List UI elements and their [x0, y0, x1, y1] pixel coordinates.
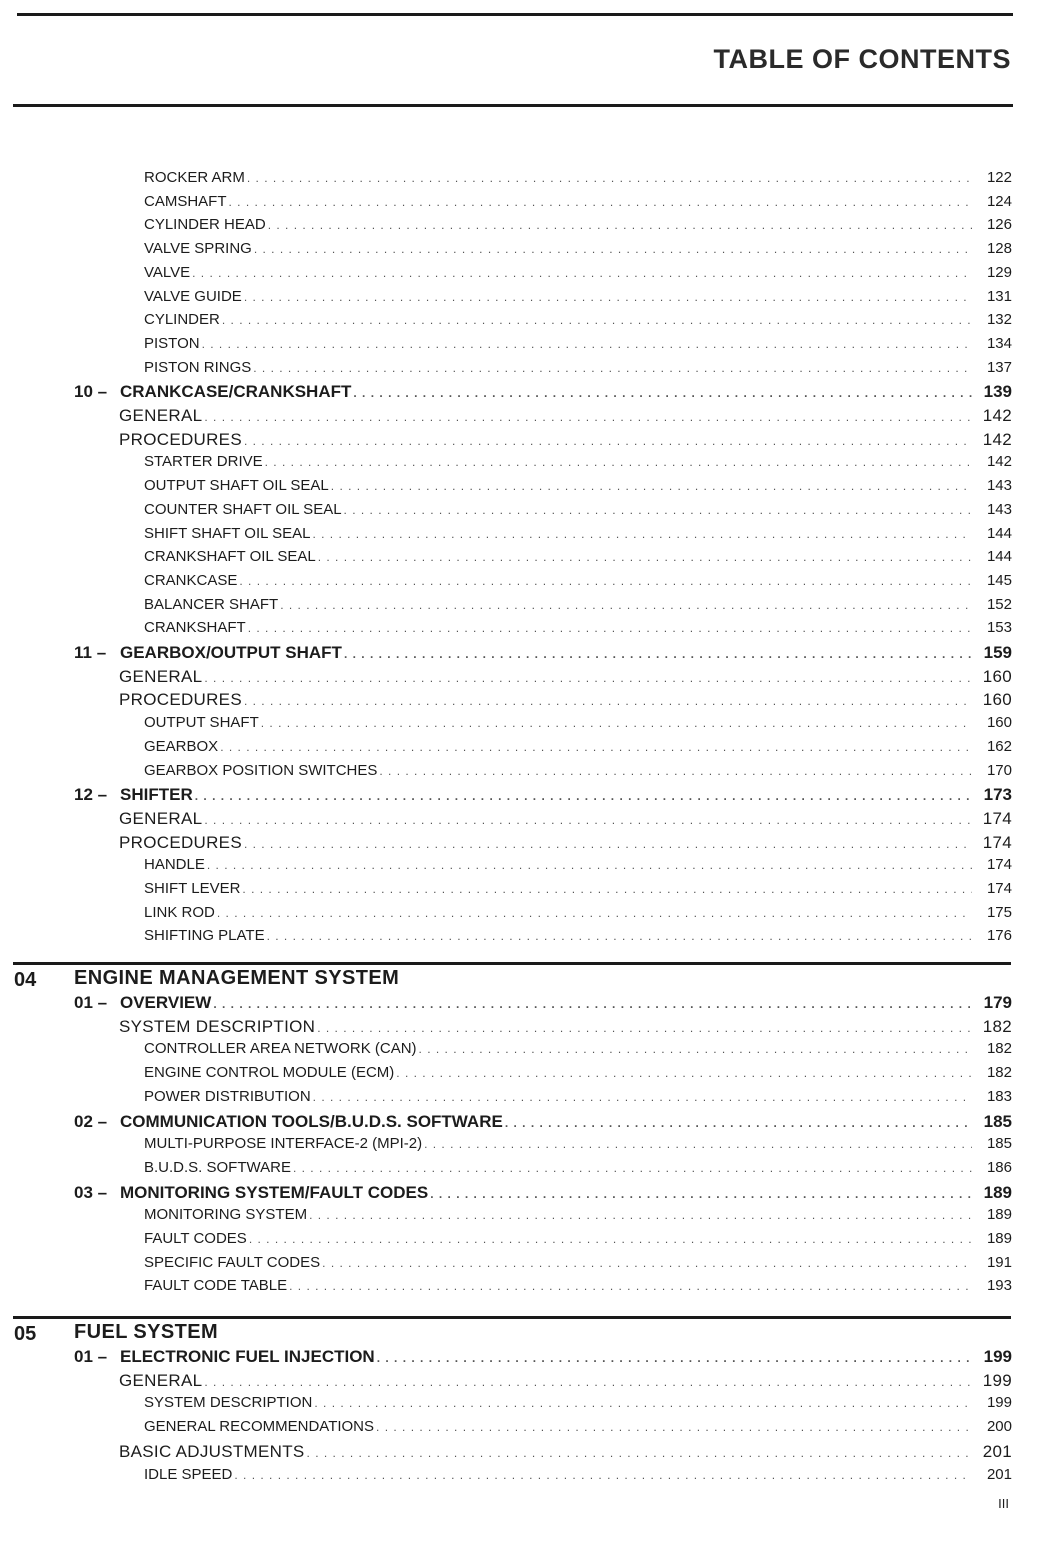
dot-leader: [220, 740, 972, 754]
toc-entry[interactable]: [144, 1206, 1012, 1226]
dot-leader: [207, 858, 972, 872]
toc-entry-text: CYLINDER HEAD: [144, 216, 266, 234]
toc-page-number: 199: [986, 1394, 1012, 1412]
toc-entry[interactable]: [119, 833, 1012, 853]
toc-entry-title: [144, 762, 377, 779]
top-rule: [17, 13, 1013, 16]
toc-page-number: 175: [986, 903, 1012, 921]
toc-entry[interactable]: [144, 1254, 1012, 1274]
toc-entry[interactable]: [74, 1183, 1012, 1203]
toc-entry-title: [144, 880, 240, 897]
toc-entry-title: [119, 430, 242, 450]
toc-entry-title: [144, 927, 265, 944]
toc-entry[interactable]: [119, 1017, 1012, 1037]
toc-entry[interactable]: [119, 690, 1012, 710]
toc-page-number: 185: [983, 1111, 1012, 1131]
toc-entry[interactable]: [74, 382, 1012, 402]
toc-entry-title: [74, 785, 193, 805]
toc-entry-text: ELECTRONIC FUEL INJECTION: [120, 1347, 375, 1366]
toc-entry-title: [144, 714, 259, 731]
toc-entry-text: PISTON: [144, 334, 200, 352]
toc-page-number: 162: [986, 737, 1012, 755]
toc-entry-title: [74, 1347, 375, 1367]
dot-leader: [430, 1187, 972, 1201]
toc-page-number: 152: [986, 595, 1012, 613]
toc-entry[interactable]: [144, 1418, 1012, 1438]
toc-chapter-number: 01 –: [74, 993, 108, 1012]
dot-leader: [317, 1021, 972, 1035]
toc-entry[interactable]: [74, 993, 1012, 1013]
toc-page-number: 160: [982, 666, 1012, 686]
dot-leader: [204, 410, 972, 424]
toc-page-number: 199: [982, 1370, 1012, 1390]
toc-page-number: 142: [982, 429, 1012, 449]
toc-entry-text: PROCEDURES: [119, 690, 242, 710]
dot-leader: [396, 1066, 972, 1080]
toc-entry[interactable]: [144, 169, 1012, 189]
dot-leader: [222, 313, 972, 327]
dot-leader: [293, 1161, 972, 1175]
toc-page-number: 201: [982, 1441, 1012, 1461]
dot-leader: [261, 716, 972, 730]
dot-leader: [377, 1351, 972, 1365]
toc-entry-text: HANDLE: [144, 856, 205, 874]
toc-entry-text: GEARBOX: [144, 737, 219, 755]
toc-entry-title: [144, 477, 329, 494]
toc-entry-text: SYSTEM DESCRIPTION: [144, 1394, 313, 1412]
toc-page-number: 143: [986, 477, 1012, 495]
toc-entry[interactable]: [144, 596, 1012, 616]
toc-page-number: 134: [986, 334, 1012, 352]
dot-leader: [234, 1468, 972, 1482]
toc-page-number: 173: [983, 785, 1012, 805]
toc-entry[interactable]: [144, 501, 1012, 521]
toc-entry[interactable]: [144, 904, 1012, 924]
toc-entry[interactable]: [144, 927, 1012, 947]
toc-entry-text: SYSTEM DESCRIPTION: [119, 1016, 316, 1036]
toc-chapter-number: 02 –: [74, 1111, 108, 1131]
toc-entry-title: [144, 738, 218, 755]
toc-entry[interactable]: [144, 762, 1012, 782]
toc-entry[interactable]: [119, 809, 1012, 829]
toc-entry[interactable]: [144, 1277, 1012, 1297]
toc-entry[interactable]: [144, 335, 1012, 355]
toc-page-number: 143: [986, 500, 1012, 518]
toc-entry-text: GEARBOX/OUTPUT SHAFT: [120, 643, 342, 662]
dot-leader: [376, 1420, 972, 1434]
toc-entry-title: [144, 1466, 232, 1483]
toc-page-number: 174: [982, 808, 1012, 828]
section-04-number: 04: [14, 969, 37, 991]
toc-entry-text: GENERAL: [119, 1370, 203, 1390]
toc-page-number: 182: [986, 1040, 1012, 1058]
dot-leader: [267, 929, 972, 943]
toc-entry-text: COMMUNICATION TOOLS/B.U.D.S. SOFTWARE: [120, 1111, 503, 1131]
dot-leader: [379, 764, 972, 778]
toc-entry-title: [144, 1394, 312, 1411]
toc-entry[interactable]: [119, 406, 1012, 426]
toc-entry[interactable]: [119, 430, 1012, 450]
dot-leader: [309, 1208, 972, 1222]
toc-entry[interactable]: [144, 525, 1012, 545]
dot-leader: [248, 621, 972, 635]
toc-entry-title: [144, 548, 316, 565]
dot-leader: [289, 1279, 972, 1293]
toc-entry[interactable]: [144, 453, 1012, 473]
dot-leader: [192, 266, 972, 280]
toc-entry-title: [119, 406, 202, 426]
toc-entry-title: [144, 572, 237, 589]
toc-page-number: 170: [986, 761, 1012, 779]
toc-page-number: 189: [986, 1206, 1012, 1224]
toc-page-number: 139: [983, 382, 1012, 402]
toc-entry[interactable]: [144, 1394, 1012, 1414]
toc-entry-title: [144, 525, 310, 542]
dot-leader: [318, 550, 972, 564]
toc-entry-text: FAULT CODE TABLE: [144, 1277, 288, 1295]
toc-entry-text: SHIFTING PLATE: [144, 927, 265, 945]
toc-entry-text: VALVE GUIDE: [144, 287, 242, 305]
dot-leader: [244, 837, 972, 851]
toc-chapter-number: 12 –: [74, 785, 108, 805]
dot-leader: [217, 906, 972, 920]
toc-page-number: 189: [986, 1230, 1012, 1247]
toc-entry[interactable]: [144, 572, 1012, 592]
section-04-rule: [13, 962, 1011, 965]
toc-entry-title: [119, 690, 242, 710]
dot-leader: [505, 1116, 972, 1130]
toc-entry-text: CRANKCASE/CRANKSHAFT: [120, 382, 352, 402]
toc-page-number: 132: [986, 311, 1012, 329]
toc-entry-title: [144, 1230, 247, 1247]
toc-page-number: 122: [986, 169, 1012, 186]
toc-page-number: 160: [982, 690, 1012, 710]
toc-entry-text: SHIFT SHAFT OIL SEAL: [144, 524, 311, 542]
toc-entry[interactable]: [74, 1112, 1012, 1132]
toc-entry-title: [144, 1277, 287, 1294]
toc-entry[interactable]: [144, 240, 1012, 260]
toc-page-number: 160: [986, 714, 1012, 732]
toc-page-number: 144: [986, 548, 1012, 566]
dot-leader: [268, 218, 972, 232]
toc-entry[interactable]: [144, 738, 1012, 758]
toc-entry-text: MONITORING SYSTEM: [144, 1206, 308, 1224]
toc-entry-title: [144, 1254, 320, 1271]
toc-entry[interactable]: [144, 1040, 1012, 1060]
toc-entry-title: [144, 311, 220, 328]
toc-entry-text: CRANKCASE: [144, 571, 238, 589]
toc-entry-text: CYLINDER: [144, 311, 220, 329]
toc-entry[interactable]: [74, 785, 1012, 805]
toc-entry-title: [74, 382, 351, 402]
dot-leader: [213, 997, 972, 1011]
toc-entry-text: CRANKSHAFT OIL SEAL: [144, 548, 316, 566]
toc-entry-title: [144, 335, 200, 352]
toc-entry[interactable]: [144, 1159, 1012, 1179]
toc-entry-title: [144, 240, 252, 257]
toc-entry-title: [74, 643, 342, 663]
section-05-title: FUEL SYSTEM: [74, 1321, 219, 1343]
dot-leader: [247, 171, 972, 185]
toc-entry[interactable]: [144, 1230, 1012, 1250]
toc-entry-title: [119, 1371, 202, 1391]
toc-page-number: 186: [986, 1158, 1012, 1176]
toc-page-number: 191: [986, 1253, 1012, 1271]
header-rule: [13, 104, 1013, 107]
toc-entry[interactable]: [144, 619, 1012, 639]
toc-entry[interactable]: [144, 1135, 1012, 1155]
toc-page-number: 131: [986, 287, 1012, 305]
toc-page-number: 144: [986, 524, 1012, 542]
toc-entry-text: FAULT CODES: [144, 1230, 247, 1247]
toc-entry[interactable]: [144, 288, 1012, 308]
toc-entry[interactable]: [119, 1371, 1012, 1391]
dot-leader: [280, 598, 972, 612]
dot-leader: [312, 527, 972, 541]
toc-entry-text: SPECIFIC FAULT CODES: [144, 1253, 321, 1271]
toc-page-number: 182: [986, 1064, 1012, 1082]
toc-entry-text: CRANKSHAFT: [144, 619, 246, 637]
toc-page-number: 142: [982, 406, 1012, 425]
dot-leader: [344, 503, 972, 517]
page-folio: III: [998, 1496, 1009, 1511]
toc-entry-title: [144, 264, 190, 281]
toc-chapter-number: 11 –: [74, 643, 107, 662]
toc-entry[interactable]: [144, 1064, 1012, 1084]
toc-chapter-number: 03 –: [74, 1182, 108, 1202]
toc-entry-title: [144, 453, 263, 470]
dot-leader: [265, 455, 972, 469]
toc-page-number: 124: [986, 192, 1012, 210]
toc-entry-title: [119, 809, 202, 829]
toc-entry-text: OVERVIEW: [120, 993, 212, 1012]
toc-page-number: 179: [983, 993, 1012, 1012]
dot-leader: [244, 694, 972, 708]
toc-entry[interactable]: [144, 477, 1012, 497]
dot-leader: [314, 1396, 972, 1410]
toc-entry-text: SHIFT LEVER: [144, 880, 241, 897]
toc-entry[interactable]: [119, 1442, 1012, 1462]
toc-entry-text: GENERAL: [119, 406, 203, 425]
section-05-rule: [13, 1316, 1011, 1319]
toc-page-number: 200: [986, 1418, 1012, 1436]
toc-entry-title: [119, 667, 202, 687]
toc-page-number: 129: [986, 263, 1012, 281]
toc-entry-text: OUTPUT SHAFT OIL SEAL: [144, 477, 329, 495]
toc-entry-text: GEARBOX POSITION SWITCHES: [144, 761, 378, 779]
dot-leader: [307, 1446, 972, 1460]
toc-entry-title: [144, 1088, 311, 1105]
dot-leader: [229, 195, 973, 209]
dot-leader: [244, 434, 972, 448]
dot-leader: [202, 337, 972, 351]
toc-chapter-number: 10 –: [74, 382, 108, 402]
toc-chapter-number: 01 –: [74, 1347, 108, 1366]
toc-entry-title: [119, 833, 242, 853]
toc-page-number: 153: [986, 619, 1012, 637]
toc-page-number: 185: [986, 1135, 1012, 1153]
toc-entry[interactable]: [144, 359, 1012, 379]
dot-leader: [253, 361, 972, 375]
dot-leader: [195, 789, 972, 803]
toc-entry-title: [144, 1135, 422, 1152]
toc-entry[interactable]: [144, 548, 1012, 568]
toc-entry[interactable]: [119, 667, 1012, 687]
toc-entry-text: BALANCER SHAFT: [144, 595, 279, 613]
toc-entry-title: [144, 501, 342, 518]
toc-entry[interactable]: [144, 216, 1012, 236]
toc-entry-text: GENERAL: [119, 808, 203, 828]
toc-entry-title: [144, 619, 246, 636]
toc-entry-title: [144, 193, 227, 210]
toc-page-number: 126: [986, 216, 1012, 234]
dot-leader: [419, 1042, 972, 1056]
toc-page-number: 176: [986, 927, 1012, 945]
toc-entry-title: [144, 359, 251, 376]
toc-entry-title: [144, 1206, 307, 1223]
toc-page-number: 174: [986, 880, 1012, 897]
toc-entry-text: GENERAL: [119, 666, 203, 686]
toc-entry[interactable]: [144, 880, 1012, 900]
toc-entry-text: VALVE: [144, 263, 191, 281]
toc-entry-text: VALVE SPRING: [144, 240, 252, 258]
toc-entry-title: [144, 288, 242, 305]
toc-entry-text: CONTROLLER AREA NETWORK (CAN): [144, 1040, 417, 1058]
toc-entry-title: [144, 596, 278, 613]
dot-leader: [424, 1137, 972, 1151]
toc-page-number: 174: [986, 856, 1012, 874]
dot-leader: [331, 479, 972, 493]
dot-leader: [353, 386, 972, 400]
toc-entry-title: [144, 1159, 291, 1176]
toc-entry-text: GENERAL RECOMMENDATIONS: [144, 1418, 375, 1436]
dot-leader: [249, 1232, 972, 1246]
dot-leader: [204, 813, 972, 827]
toc-page-number: 145: [986, 571, 1012, 589]
toc-entry-text: LINK ROD: [144, 903, 215, 921]
dot-leader: [254, 242, 972, 256]
toc-entry-title: [144, 856, 205, 873]
dot-leader: [242, 882, 972, 896]
toc-entry[interactable]: [144, 856, 1012, 876]
toc-entry-text: B.U.D.S. SOFTWARE: [144, 1158, 291, 1176]
toc-page-number: 128: [986, 240, 1012, 258]
toc-entry-text: PROCEDURES: [119, 832, 242, 852]
toc-entry-text: BASIC ADJUSTMENTS: [119, 1441, 305, 1461]
dot-leader: [322, 1256, 972, 1270]
toc-entry-title: [144, 904, 215, 921]
toc-entry[interactable]: [144, 714, 1012, 734]
toc-entry-text: SHIFTER: [120, 785, 193, 805]
toc-entry-text: PROCEDURES: [119, 429, 242, 449]
toc-entry-title: [74, 1112, 503, 1132]
toc-entry-title: [144, 169, 245, 186]
toc-page-number: 183: [986, 1087, 1012, 1105]
toc-entry-text: MULTI-PURPOSE INTERFACE-2 (MPI-2): [144, 1135, 423, 1153]
toc-entry-text: OUTPUT SHAFT: [144, 714, 259, 732]
toc-page-number: 182: [982, 1016, 1012, 1036]
dot-leader: [313, 1090, 972, 1104]
dot-leader: [344, 647, 972, 661]
dot-leader: [244, 290, 972, 304]
section-04-title: ENGINE MANAGEMENT SYSTEM: [74, 967, 400, 989]
toc-entry[interactable]: [144, 1088, 1012, 1108]
toc-page-number: 174: [982, 832, 1012, 852]
toc-entry-title: [144, 1040, 417, 1057]
dot-leader: [239, 574, 972, 588]
toc-entry-text: PISTON RINGS: [144, 358, 252, 376]
toc-entry-text: CAMSHAFT: [144, 192, 227, 210]
section-05-number: 05: [14, 1323, 37, 1345]
toc-entry[interactable]: [74, 1347, 1012, 1367]
toc-page-number: 201: [986, 1465, 1012, 1483]
dot-leader: [204, 671, 972, 685]
toc-page-number: 159: [983, 643, 1012, 662]
toc-entry-text: STARTER DRIVE: [144, 453, 263, 471]
toc-entry-title: [74, 1183, 428, 1203]
page-title: TABLE OF CONTENTS: [713, 44, 1011, 74]
toc-entry-title: [144, 1418, 374, 1435]
toc-page-number: 189: [983, 1182, 1012, 1202]
toc-entry[interactable]: [144, 1466, 1012, 1486]
dot-leader: [204, 1375, 972, 1389]
toc-entry[interactable]: [74, 643, 1012, 663]
toc-page-number: 193: [986, 1277, 1012, 1295]
toc-entry-text: ROCKER ARM: [144, 169, 245, 186]
toc-page-number: 137: [986, 358, 1012, 376]
toc-entry-text: IDLE SPEED: [144, 1465, 233, 1483]
toc-page-number: 199: [983, 1347, 1012, 1366]
toc-entry-text: POWER DISTRIBUTION: [144, 1087, 311, 1105]
toc-page-number: 142: [986, 453, 1012, 471]
toc-entry-text: MONITORING SYSTEM/FAULT CODES: [120, 1182, 429, 1202]
toc-entry[interactable]: [144, 193, 1012, 213]
toc-entry-text: ENGINE CONTROL MODULE (ECM): [144, 1064, 395, 1082]
toc-entry-title: [119, 1442, 305, 1462]
toc-entry[interactable]: [144, 264, 1012, 284]
toc-entry-title: [144, 1064, 394, 1081]
toc-entry-title: [144, 216, 266, 233]
toc-entry-title: [74, 993, 211, 1013]
toc-entry-text: COUNTER SHAFT OIL SEAL: [144, 500, 342, 518]
toc-entry[interactable]: [144, 311, 1012, 331]
toc-entry-title: [119, 1017, 315, 1037]
